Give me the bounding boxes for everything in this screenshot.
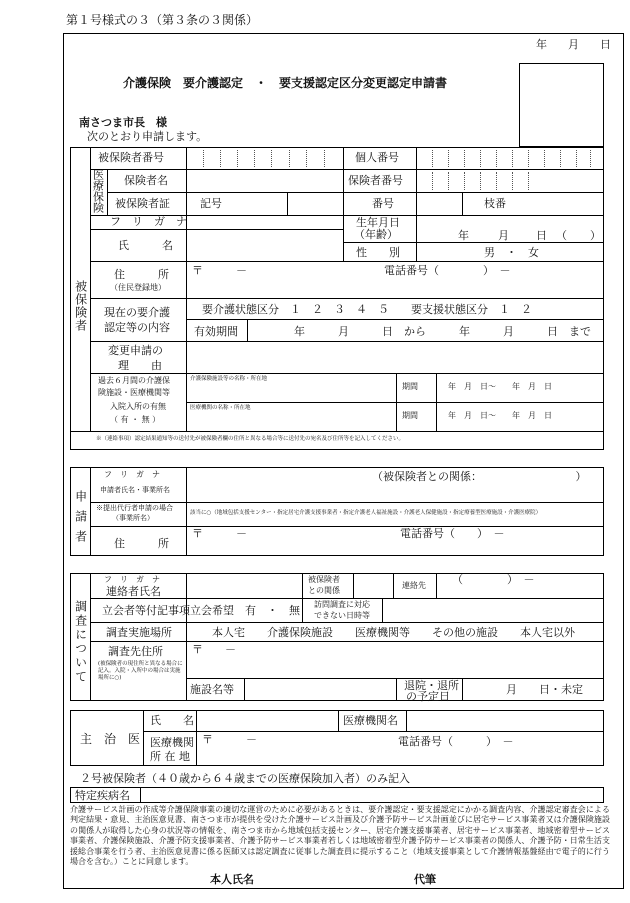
current-care-label2: 認定等の内容 [104,321,170,334]
applicant-name-label: 申請者氏名・事業所名 [100,486,170,494]
past-stay-label4: （ 有 ・ 無 ） [110,415,161,424]
proxy-label1: ※提出代行者申請の場合 [96,504,173,512]
birth-day: 日 [536,229,547,242]
care-level-options: 要介護状態区分 １ ２ ３ ４ ５ 要支援状態区分 １ ２ [202,303,532,316]
attendee-label: 立会者等付記事項 [102,604,190,617]
survey-facility-label: 施設名等 [190,683,234,696]
doctor-side-label: 主 治 医 [80,732,141,746]
insurance-card-label: 被保険者証 [115,197,170,210]
contact-relation-label2: との関係 [308,586,340,595]
reason-label2: 理 由 [118,359,162,372]
consent-text: 介護サービス計画の作成等介護保険事業の適切な運営のために必要があるときは、要介護認定・要支援認定にかかる調査内容、介護認定審査会による判定結果・意見、主治医意見書、南さつま市が提供を受けた介護サービス計画及び介護予防サービス計画並びに居宅サービス事業者又は介護保険施設の関係人が取得した心身の状況等の情報を、南さつま市から地域包括支援センター、居宅介護支援事業者、居宅サービス事業者、地域密着型サービス事業者、介護保険施設、介護予防支援事業者、介護予防サービス事業者若しくは地域密着型介護予防サービス事業者の関係人、介護予防・日常生活支援総合事業を行う者、主治医意見書に係る医師又は認定調査に従事した調査員に提示すること（地域支援事業として介護情報基盤経由で電子的に行う場合を含む。）ことに同意します。 [70,805,610,866]
survey-dest-label: 調査先住所 [108,645,163,658]
facility-period-dates: 年 月 日～ 年 月 日 [448,382,552,391]
date-year: 年 [536,38,547,51]
birth-month: 月 [498,229,509,242]
applicant-tel: 電話番号（ ） － [400,527,505,540]
contact-relation-label1: 被保険者 [308,575,340,584]
intro-text: 次のとおり申請します。 [87,130,208,143]
reason-label: 変更申請の [108,344,163,357]
applicant-postal: 〒 － [192,527,247,540]
survey-place-label: 調査実施場所 [106,626,172,639]
date-month: 月 [568,38,579,51]
sex-options: 男 ・ 女 [484,246,539,259]
applicant-furigana-label: フ リ ガ ナ [104,470,160,479]
form-number: 第１号様式の３（第３条の３関係） [66,13,259,27]
leave-date-label2: の予定日 [406,690,450,703]
sex-label: 性 別 [356,246,400,259]
page-title: 介護保険 要介護認定 ・ 要支援認定区分変更認定申請書 [123,76,448,90]
address-sub-label: （住民登録地） [110,283,166,292]
insured-number-label: 被保険者番号 [98,151,164,164]
birth-year: 年 [458,229,469,242]
hospital-name-label: 医療機関の名称・所在地 [190,405,251,411]
medical-insurance-label: 医療保険 [91,169,105,213]
specific-disease-label: 特定疾病名 [75,789,130,802]
applicant-side-label: 申請者 [73,490,88,550]
survey-side-label: 調査について [73,600,88,684]
facility-name-label: 介護保険施設等の名称・所在地 [190,376,268,382]
signature-label: 本人氏名 [210,873,254,886]
survey-dest-note: (被保険者の現住所と異なる場合に記入。入院・入所中の場合は実施場所に○) [98,661,183,681]
contact-tel-label: 連絡先 [402,581,426,590]
visit-unavailable-label2: できない日時等 [314,611,370,620]
personal-number-label: 個人番号 [355,151,399,164]
doctor-address-label2: 所 在 地 [150,750,190,763]
age-label: （年齢） [354,228,398,241]
address-tel: 電話番号（ ） － [384,264,511,277]
past-stay-label2: 険施設・医療機関等 [98,388,170,397]
contact-tel: （ ） － [452,573,535,586]
insurer-number-label: 保険者番号 [348,174,403,187]
addressee: 南さつま市長 様 [79,116,167,129]
attendee-options: 立会希望 有 ・ 無 [190,604,300,617]
survey-furigana-label: フ リ ガ ナ [104,575,160,584]
edaban-label: 枝番 [484,197,506,210]
facility-period-label: 期間 [402,382,418,391]
valid-period-label: 有効期間 [194,325,238,338]
kigo-label: 記号 [200,197,222,210]
address-label: 住 所 [114,268,169,281]
visit-unavailable-label1: 訪問調査に対応 [314,600,370,609]
valid-period-dates: 年 月 日 から 年 月 日 まで [294,325,591,338]
hospital-period-dates: 年 月 日～ 年 月 日 [448,411,552,420]
proxy-label2: （事業所名） [112,514,154,522]
doctor-institution-label: 医療機関名 [343,714,398,727]
past-stay-label3: 入院入所の有無 [110,402,166,411]
date-day: 日 [600,38,611,51]
name-label: 氏 名 [118,239,173,252]
proxy-signature-label: 代筆 [414,873,436,886]
birth-label: 生年月日 [356,216,400,229]
doctor-name-label: 氏 名 [150,714,194,727]
applicant-relation: （被保険者との関係： ） [372,470,587,483]
doctor-address-label1: 医療機関 [150,736,194,749]
proxy-note: 該当に○（地域包括支援センター・指定居宅介護支援事業者・指定介護老人福祉施設・介護老人保健施設・指定療養型医療施設・介護医療院） [190,510,542,516]
age-close: ） [590,229,601,242]
doctor-postal: 〒 － [202,733,257,746]
current-care-label: 現在の要介護 [104,306,170,319]
specific-disease-box [70,787,604,803]
survey-place-options: 本人宅 介護保険施設 医療機関等 その他の施設 本人宅以外 [212,626,575,639]
furigana-label: フ リ ガ ナ [110,215,187,228]
past-stay-label1: 過去６月間の介護保 [98,376,170,385]
contact-note: ※（連絡事項）認定結果通知等の送付先が被保険者欄の住所と異なる場合等に送付先の宛名及び住所等を記入してください。 [96,436,405,442]
bango-label: 番号 [372,197,394,210]
photo-box [519,63,604,147]
leave-date-options: 月 日・未定 [506,683,583,696]
contact-name-label: 連絡者氏名 [106,585,161,598]
type2-note: ２号被保険者（４０歳から６４歳までの医療保険加入者）のみ記入 [80,772,410,785]
address-postal: 〒 － [192,264,247,277]
doctor-tel: 電話番号（ ） － [398,735,514,748]
insurer-name-label: 保険者名 [124,174,168,187]
survey-dest-postal: 〒 － [192,643,236,656]
age-open: （ [556,229,567,242]
applicant-address-label: 住 所 [114,537,169,550]
insured-side-label: 被保険者 [73,280,88,332]
hospital-period-label: 期間 [402,411,418,420]
leave-date-label1: 退院・退所 [404,679,459,692]
